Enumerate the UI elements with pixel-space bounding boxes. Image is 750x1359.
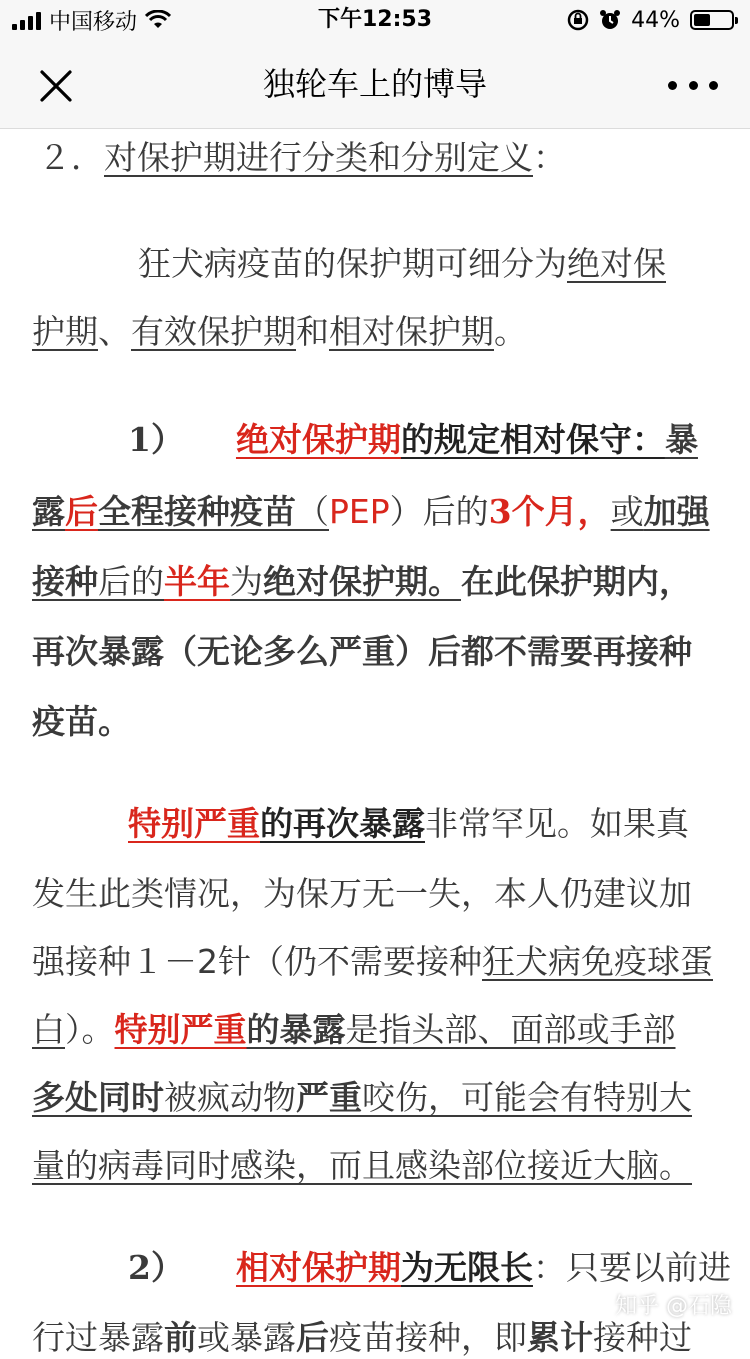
p3-line-1: 特别严重的再次暴露非常罕见。如果真 xyxy=(128,804,689,843)
battery-icon xyxy=(690,10,734,30)
page-title: 独轮车上的博导 xyxy=(262,65,487,103)
p3-line-3: 强接种１－2针（仍不需要接种狂犬病免疫球蛋 xyxy=(32,942,713,981)
p3-line-6: 量的病毒同时感染，而且感染部位接近大脑。 xyxy=(32,1146,692,1185)
p1-line-1: 狂犬病疫苗的保护期可细分为绝对保 xyxy=(138,244,666,283)
alarm-icon xyxy=(599,9,621,31)
battery-fill xyxy=(694,14,710,26)
more-icon[interactable] xyxy=(668,70,718,100)
nav-bar xyxy=(0,40,750,129)
rotation-lock-icon xyxy=(567,9,589,31)
status-bar xyxy=(0,0,750,40)
status-right xyxy=(567,6,734,34)
p1-line-2: 护期、有效保护期和相对保护期。 xyxy=(32,312,527,351)
carrier-name: 中国移动 xyxy=(49,9,138,35)
p2-line-1: 1） 绝对保护期的规定相对保守：暴 xyxy=(128,420,698,459)
p2-line-2: 露后全程接种疫苗（PEP）后的3个月，或加强 xyxy=(32,492,710,531)
battery-percent: 44% xyxy=(631,7,680,33)
p3-line-5: 多处同时被疯动物严重咬伤，可能会有特别大 xyxy=(32,1078,692,1117)
p2-line-3: 接种后的半年为绝对保护期。在此保护期内， xyxy=(32,562,692,601)
p2-line-5: 疫苗。 xyxy=(32,702,131,741)
p4-line-2: 行过暴露前或暴露后疫苗接种，即累计接种过 xyxy=(32,1318,692,1357)
p2-line-4: 再次暴露（无论多么严重）后都不需要再接种 xyxy=(32,632,692,671)
status-time: 下午12:53 xyxy=(317,7,433,32)
p3-line-2: 发生此类情况，为保万无一失，本人仍建议加 xyxy=(32,874,692,913)
p3-line-4: 白）。特别严重的暴露是指头部、面部或手部 xyxy=(32,1010,676,1049)
p4-line-1: 2） 相对保护期为无限长：只要以前进 xyxy=(128,1248,731,1287)
section-heading: ２．对保护期进行分类和分别定义： xyxy=(38,138,566,177)
watermark: 知乎 @石隐 xyxy=(615,1294,732,1319)
